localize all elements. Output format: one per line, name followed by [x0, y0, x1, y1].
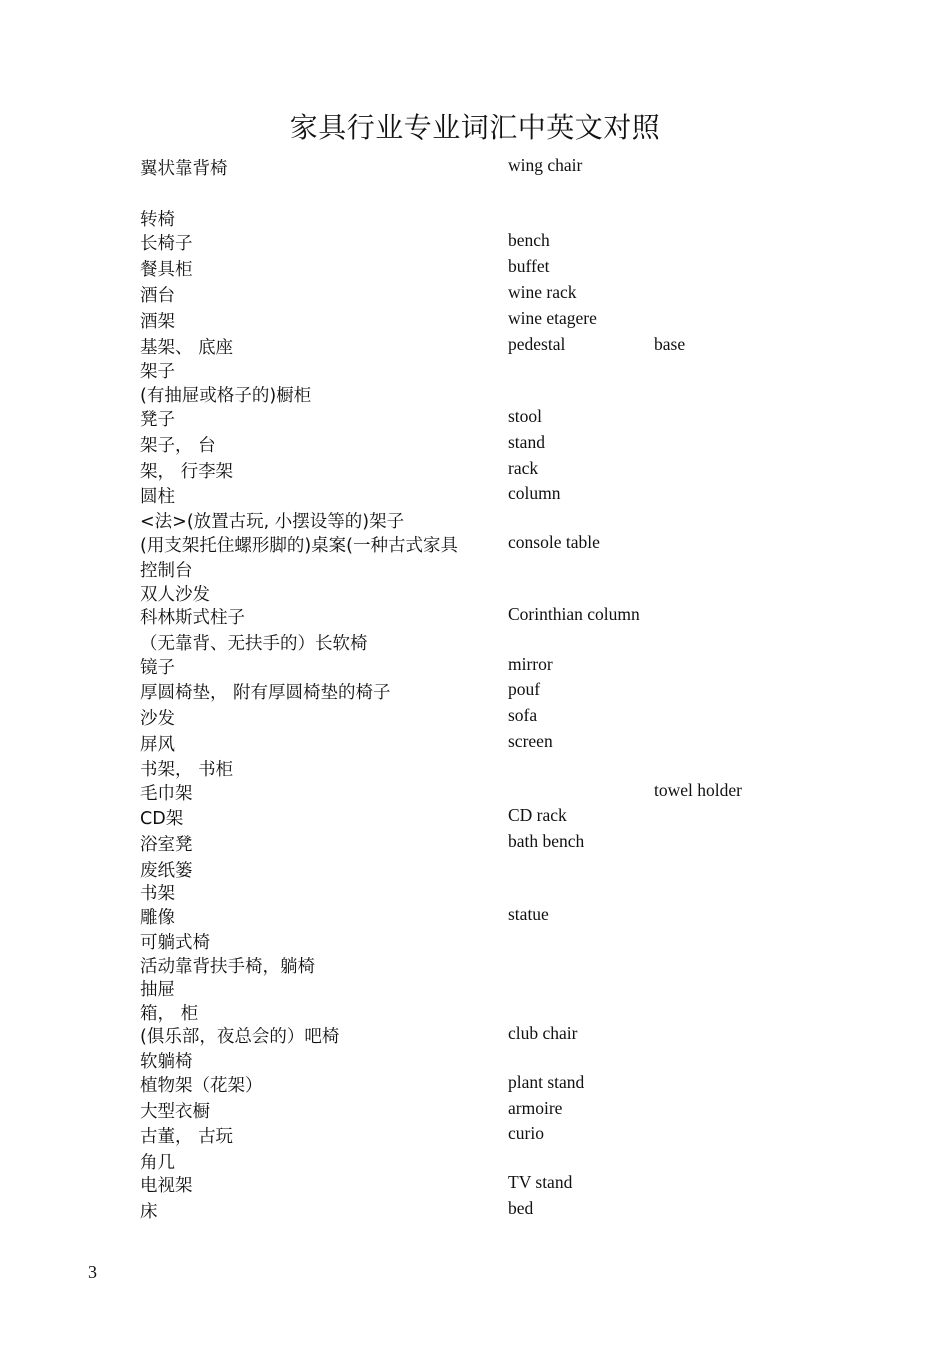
glossary-row — [0, 904, 950, 930]
term-chinese: 基架、 底座 — [140, 338, 234, 358]
term-chinese: 酒架 — [140, 312, 175, 332]
term-chinese: 架子 — [140, 362, 175, 382]
term-chinese: 圆柱 — [140, 487, 175, 507]
document-title: 家具行业专业词汇中英文对照 — [289, 111, 661, 144]
glossary-row — [0, 1072, 950, 1098]
term-english: buffet — [508, 256, 550, 276]
term-english: club chair — [508, 1023, 578, 1043]
term-chinese: 古董， 古玩 — [140, 1127, 234, 1147]
term-english-alt: base — [654, 334, 686, 354]
term-english: Corinthian column — [508, 604, 640, 624]
term-chinese: 长椅子 — [140, 234, 193, 254]
glossary-row — [0, 1098, 950, 1124]
term-english: armoire — [508, 1098, 563, 1118]
term-chinese: 植物架（花架） — [140, 1076, 263, 1096]
term-chinese: 软躺椅 — [140, 1052, 193, 1072]
term-chinese: (俱乐部，夜总会的）吧椅 — [140, 1027, 340, 1047]
term-english: console table — [508, 532, 600, 552]
glossary-row — [0, 630, 950, 656]
glossary-row — [0, 206, 950, 232]
glossary-row — [0, 1048, 950, 1074]
page-number: 3 — [88, 1262, 97, 1282]
glossary-row — [0, 282, 950, 308]
glossary-row — [0, 1123, 950, 1149]
glossary-row — [0, 976, 950, 1002]
term-english: statue — [508, 904, 549, 924]
glossary-row — [0, 508, 950, 534]
term-english: bath bench — [508, 831, 585, 851]
term-chinese: 厚圆椅垫， 附有厚圆椅垫的椅子 — [140, 683, 391, 703]
term-english: rack — [508, 458, 539, 478]
glossary-row — [0, 483, 950, 509]
term-english: stool — [508, 406, 543, 426]
term-chinese: <法>(放置古玩, 小摆设等的)架子 — [140, 512, 405, 532]
term-chinese: 酒台 — [140, 286, 175, 306]
term-chinese: 箱， 柜 — [140, 1004, 199, 1024]
term-english: stand — [508, 432, 545, 452]
glossary-row — [0, 532, 950, 558]
term-chinese: （无靠背、无扶手的）长软椅 — [140, 634, 368, 654]
glossary-row — [0, 929, 950, 955]
glossary-row — [0, 382, 950, 408]
glossary-row — [0, 358, 950, 384]
glossary-row — [0, 458, 950, 484]
term-chinese: 毛巾架 — [140, 784, 193, 804]
term-chinese: 凳子 — [140, 410, 175, 430]
term-chinese: CD架 — [140, 809, 184, 829]
term-chinese: 角几 — [140, 1153, 175, 1173]
term-chinese: 屏风 — [140, 735, 175, 755]
glossary-row — [0, 155, 950, 181]
glossary-row — [0, 406, 950, 432]
glossary-row — [0, 1023, 950, 1049]
term-chinese: 雕像 — [140, 908, 175, 928]
term-english: TV stand — [508, 1172, 573, 1192]
term-english: sofa — [508, 705, 538, 725]
term-english: pedestal — [508, 334, 566, 354]
term-chinese: 架， 行李架 — [140, 462, 234, 482]
glossary-row — [0, 731, 950, 757]
term-english: wing chair — [508, 155, 583, 175]
glossary-row — [0, 432, 950, 458]
term-chinese: 双人沙发 — [140, 585, 210, 605]
term-chinese: 控制台 — [140, 561, 193, 581]
term-english: bench — [508, 230, 550, 250]
glossary-row — [0, 831, 950, 857]
term-chinese: 浴室凳 — [140, 835, 193, 855]
term-english: mirror — [508, 654, 553, 674]
term-chinese: 沙发 — [140, 709, 175, 729]
glossary-row — [0, 756, 950, 782]
glossary-row — [0, 230, 950, 256]
term-english: wine rack — [508, 282, 577, 302]
term-chinese: 转椅 — [140, 210, 175, 230]
glossary-row — [0, 557, 950, 583]
term-chinese: (用支架托住螺形脚的)桌案(一种古式家具 — [140, 536, 458, 556]
glossary-row — [0, 880, 950, 906]
term-english: screen — [508, 731, 553, 751]
glossary-row — [0, 334, 950, 360]
glossary-row — [0, 780, 950, 806]
glossary-row — [0, 705, 950, 731]
term-chinese: 翼状靠背椅 — [140, 159, 228, 179]
term-english: plant stand — [508, 1072, 585, 1092]
term-english: pouf — [508, 679, 541, 699]
term-chinese: 大型衣橱 — [140, 1102, 210, 1122]
term-english: CD rack — [508, 805, 567, 825]
term-chinese: 抽屉 — [140, 980, 175, 1000]
term-chinese: 书架 — [140, 884, 175, 904]
term-english: wine etagere — [508, 308, 597, 328]
glossary-row — [0, 604, 950, 630]
term-chinese: 科林斯式柱子 — [140, 608, 245, 628]
term-chinese: 可躺式椅 — [140, 933, 210, 953]
glossary-row — [0, 805, 950, 831]
term-chinese: 镜子 — [140, 658, 175, 678]
term-chinese: (有抽屉或格子的)橱柜 — [140, 386, 312, 406]
term-english: column — [508, 483, 561, 503]
glossary-row — [0, 256, 950, 282]
term-chinese: 电视架 — [140, 1176, 193, 1196]
glossary-row — [0, 679, 950, 705]
term-chinese: 架子， 台 — [140, 436, 216, 456]
term-english: curio — [508, 1123, 544, 1143]
term-english-alt: towel holder — [654, 780, 742, 800]
term-chinese: 书架， 书柜 — [140, 760, 234, 780]
term-chinese: 废纸篓 — [140, 861, 193, 881]
term-english: bed — [508, 1198, 534, 1218]
term-chinese: 餐具柜 — [140, 260, 193, 280]
glossary-row — [0, 1198, 950, 1224]
glossary-row — [0, 654, 950, 680]
term-chinese: 床 — [140, 1202, 158, 1222]
glossary-row — [0, 1172, 950, 1198]
glossary-row — [0, 308, 950, 334]
term-chinese: 活动靠背扶手椅，躺椅 — [140, 957, 315, 977]
